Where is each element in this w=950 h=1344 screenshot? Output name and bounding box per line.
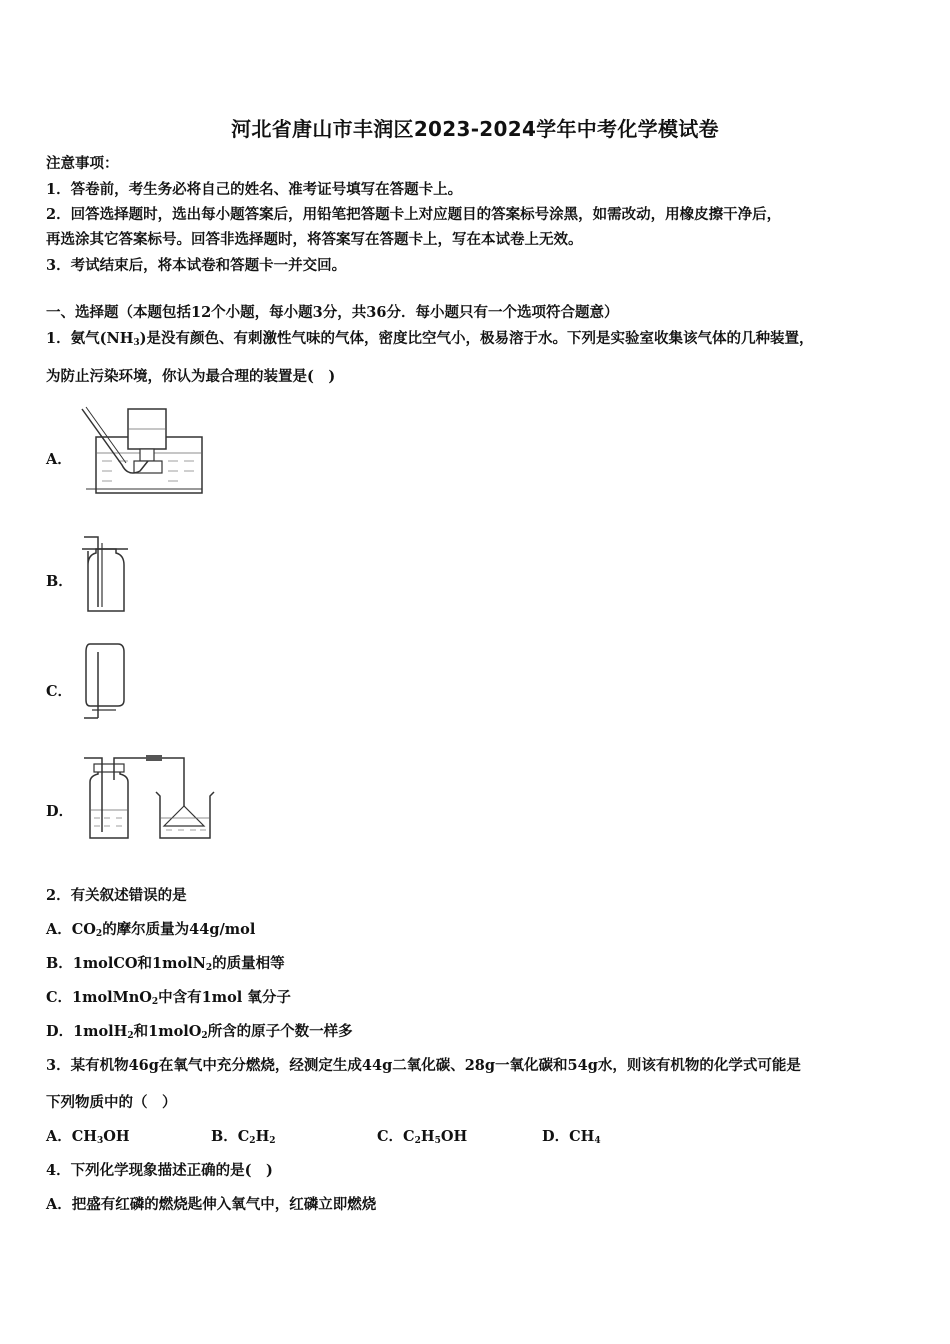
page-title: 河北省唐山市丰润区2023-2024学年中考化学模试卷 (231, 117, 719, 141)
notice-item: 1．答卷前，考生务必将自己的姓名、准考证号填写在答题卡上。 (46, 181, 463, 198)
q3-option-a: A．$CH_3OH$ (46, 1128, 130, 1146)
apparatus-c-figure (78, 640, 133, 725)
apparatus-b-figure (78, 535, 133, 617)
q1-stem-line2: 为防止污染环境，你认为最合理的装置是( ) (46, 368, 336, 385)
q3-stem-line2: 下列物质中的（ ） (46, 1094, 177, 1111)
q3-option-c: C．$C_2H_5OH$ (377, 1128, 468, 1146)
q3-option-d: D．$CH_4$ (542, 1128, 601, 1146)
q4-stem: 4．下列化学现象描述正确的是( ) (46, 1162, 273, 1179)
q2-option-c: C．1molMnO$_2$中含有1mol 氧分子 (46, 989, 291, 1007)
q1-option-b-label: B． (46, 573, 73, 590)
q2-stem: 2．有关叙述错误的是 (46, 887, 187, 904)
q3-option-b: B．$C_2H_2$ (211, 1128, 276, 1146)
q1-option-d-label: D． (46, 803, 74, 820)
apparatus-d-figure (80, 752, 220, 844)
q2-option-a: A．$CO_2$的摩尔质量为44g/mol (46, 921, 256, 939)
apparatus-a-figure (78, 405, 208, 497)
notice-item: 再选涂其它答案标号。回答非选择题时，将答案写在答题卡上，写在本试卷上无效。 (46, 231, 583, 248)
notice-item: 3．考试结束后，将本试卷和答题卡一并交回。 (46, 257, 347, 274)
q3-stem-line1: 3．某有机物46g在氧气中充分燃烧，经测定生成44g二氧化碳、28g一氧化碳和54g水，则该有机物的化学式可能是 (46, 1057, 801, 1074)
q2-option-b: B．1molCO和1molN$_2$的质量相等 (46, 955, 285, 973)
notice-item: 2．回答选择题时，选出每小题答案后，用铅笔把答题卡上对应题目的答案标号涂黑，如需改动，用橡皮擦干净后， (46, 206, 782, 223)
notice-heading: 注意事项： (46, 155, 119, 172)
q1-option-c-label: C． (46, 683, 73, 700)
q4-option-a: A．把盛有红磷的燃烧匙伸入氧气中，红磷立即燃烧 (46, 1196, 377, 1213)
q1-stem-line1: 1．氨气$(NH_3)$是没有颜色、有刺激性气味的气体，密度比空气小，极易溶于水。下列是实验室收集该气体的几种装置， (46, 330, 814, 348)
q1-option-a-label: A． (46, 451, 72, 468)
q2-option-d: D．1molH$_2$和1molO$_2$所含的原子个数一样多 (46, 1023, 353, 1041)
section-heading: 一、选择题（本题包括12个小题，每小题3分，共36分．每小题只有一个选项符合题意） (46, 304, 619, 321)
